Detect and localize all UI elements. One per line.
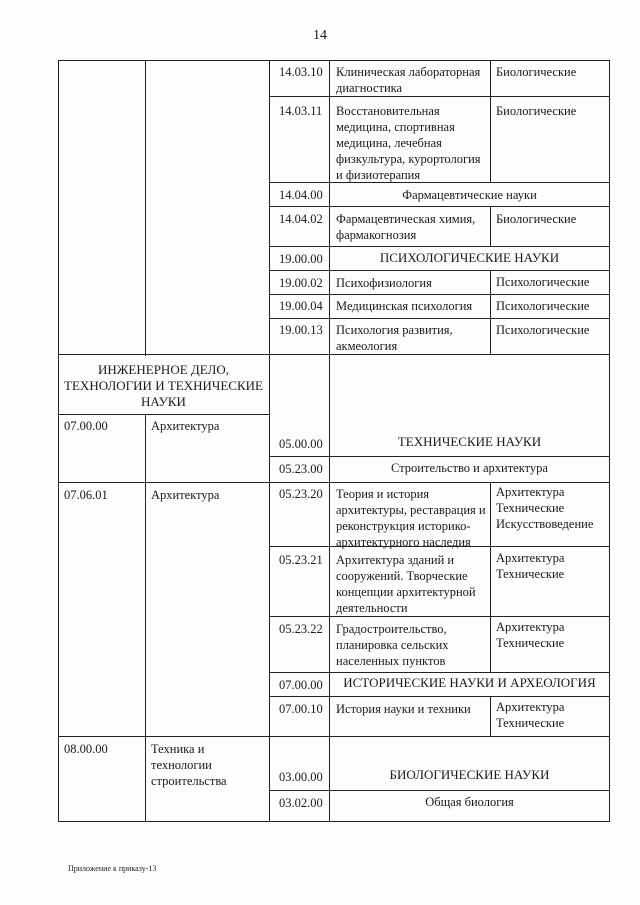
row-divider bbox=[58, 354, 610, 355]
specialty-name-cell: Градостроительство, планировка сельских населенных пунктов bbox=[336, 622, 449, 668]
specialty-name-cell: Клиническая лабораторная диагностика bbox=[336, 65, 481, 95]
specialty-name-cell: Архитектура bbox=[151, 419, 220, 433]
specialty-name-cell: Теория и история архитектуры, реставрация и реконструкция историко-архитектурного наследия bbox=[336, 487, 486, 549]
row-divider bbox=[269, 96, 610, 97]
section-heading: ПСИХОЛОГИЧЕСКИЕ НАУКИ bbox=[379, 250, 560, 265]
column-divider bbox=[490, 60, 491, 182]
branch-cell: Биологические bbox=[496, 65, 577, 79]
section-heading: Фармацевтические науки bbox=[402, 188, 537, 202]
column-divider bbox=[145, 414, 146, 822]
row-divider bbox=[269, 696, 610, 697]
row-divider bbox=[269, 294, 610, 295]
code-cell: 05.23.00 bbox=[279, 462, 323, 476]
specialty-name-cell: Архитектура bbox=[151, 488, 220, 502]
specialty-name-cell: Техника и технологии строительства bbox=[151, 742, 227, 788]
section-heading: Строительство и архитектура bbox=[391, 461, 548, 475]
code-cell: 14.03.10 bbox=[279, 65, 323, 79]
code-cell: 03.02.00 bbox=[279, 796, 323, 810]
table-border-top bbox=[58, 60, 610, 61]
code-cell: 08.00.00 bbox=[64, 742, 108, 756]
code-cell: 19.00.00 bbox=[279, 252, 323, 266]
code-cell: 07.00.10 bbox=[279, 702, 323, 716]
footer-note: Приложение к приказу-13 bbox=[68, 864, 157, 873]
branch-cell: Архитектура Технические bbox=[496, 620, 565, 650]
section-heading: БИОЛОГИЧЕСКИЕ НАУКИ bbox=[389, 767, 550, 782]
specialty-name-cell: Фармацевтическая химия, фармакогнозия bbox=[336, 212, 476, 242]
branch-cell: Архитектура Технические bbox=[496, 551, 565, 581]
specialty-name-cell: Психофизиология bbox=[336, 276, 432, 290]
specialty-name-cell: История науки и техники bbox=[336, 702, 471, 716]
branch-cell: Биологические bbox=[496, 104, 577, 118]
specialty-name-cell: Психология развития, акмеология bbox=[336, 323, 453, 353]
code-cell: 05.23.22 bbox=[279, 622, 323, 636]
row-divider bbox=[269, 246, 610, 247]
row-divider bbox=[269, 318, 610, 319]
row-divider bbox=[269, 206, 610, 207]
code-cell: 07.00.00 bbox=[279, 678, 323, 692]
branch-cell: Архитектура Технические bbox=[496, 700, 565, 730]
specialty-name-cell: Восстановительная медицина, спортивная медицина, лечебная физкультура, курортология и физиотерапия bbox=[336, 104, 481, 182]
column-divider bbox=[490, 206, 491, 246]
row-divider bbox=[58, 482, 610, 483]
row-divider bbox=[58, 736, 610, 737]
branch-cell: Психологические bbox=[496, 323, 590, 337]
section-heading: Общая биология bbox=[425, 795, 514, 809]
code-cell: 19.00.13 bbox=[279, 323, 323, 337]
column-divider bbox=[490, 482, 491, 672]
row-divider bbox=[269, 270, 610, 271]
table-border-left bbox=[58, 60, 59, 822]
row-divider bbox=[58, 414, 269, 415]
page-number: 14 bbox=[313, 28, 327, 43]
code-cell: 19.00.04 bbox=[279, 299, 323, 313]
code-cell: 07.06.01 bbox=[64, 488, 108, 502]
branch-cell: Архитектура Технические Искусствоведение bbox=[496, 485, 594, 531]
row-divider bbox=[269, 790, 610, 791]
code-cell: 14.04.02 bbox=[279, 212, 323, 226]
column-divider bbox=[145, 60, 146, 356]
specialty-name-cell: Медицинская психология bbox=[336, 299, 473, 313]
code-cell: 03.00.00 bbox=[279, 770, 323, 784]
specialty-name-cell: Архитектура зданий и сооружений. Творческие концепции архитектурной деятельности bbox=[336, 553, 476, 615]
row-divider bbox=[269, 672, 610, 673]
code-cell: 05.23.20 bbox=[279, 487, 323, 501]
code-cell: 07.00.00 bbox=[64, 419, 108, 433]
code-cell: 19.00.02 bbox=[279, 276, 323, 290]
code-cell: 14.03.11 bbox=[279, 104, 323, 118]
column-divider bbox=[490, 270, 491, 354]
group-heading-engineering: ИНЖЕНЕРНОЕ ДЕЛО, ТЕХНОЛОГИИ И ТЕХНИЧЕСКИЕ НАУКИ bbox=[64, 362, 263, 409]
branch-cell: Психологические bbox=[496, 275, 590, 289]
code-cell: 14.04.00 bbox=[279, 188, 323, 202]
branch-cell: Психологические bbox=[496, 299, 590, 313]
row-divider bbox=[269, 456, 610, 457]
row-divider bbox=[269, 616, 610, 617]
section-heading: ИСТОРИЧЕСКИЕ НАУКИ И АРХЕОЛОГИЯ bbox=[343, 675, 596, 690]
section-heading: ТЕХНИЧЕСКИЕ НАУКИ bbox=[397, 434, 542, 449]
code-cell: 05.00.00 bbox=[279, 437, 323, 451]
column-divider bbox=[269, 60, 270, 822]
table-border-right bbox=[609, 60, 610, 822]
column-divider bbox=[490, 696, 491, 736]
branch-cell: Биологические bbox=[496, 212, 577, 226]
table-border-bottom bbox=[58, 821, 610, 822]
code-cell: 05.23.21 bbox=[279, 553, 323, 567]
